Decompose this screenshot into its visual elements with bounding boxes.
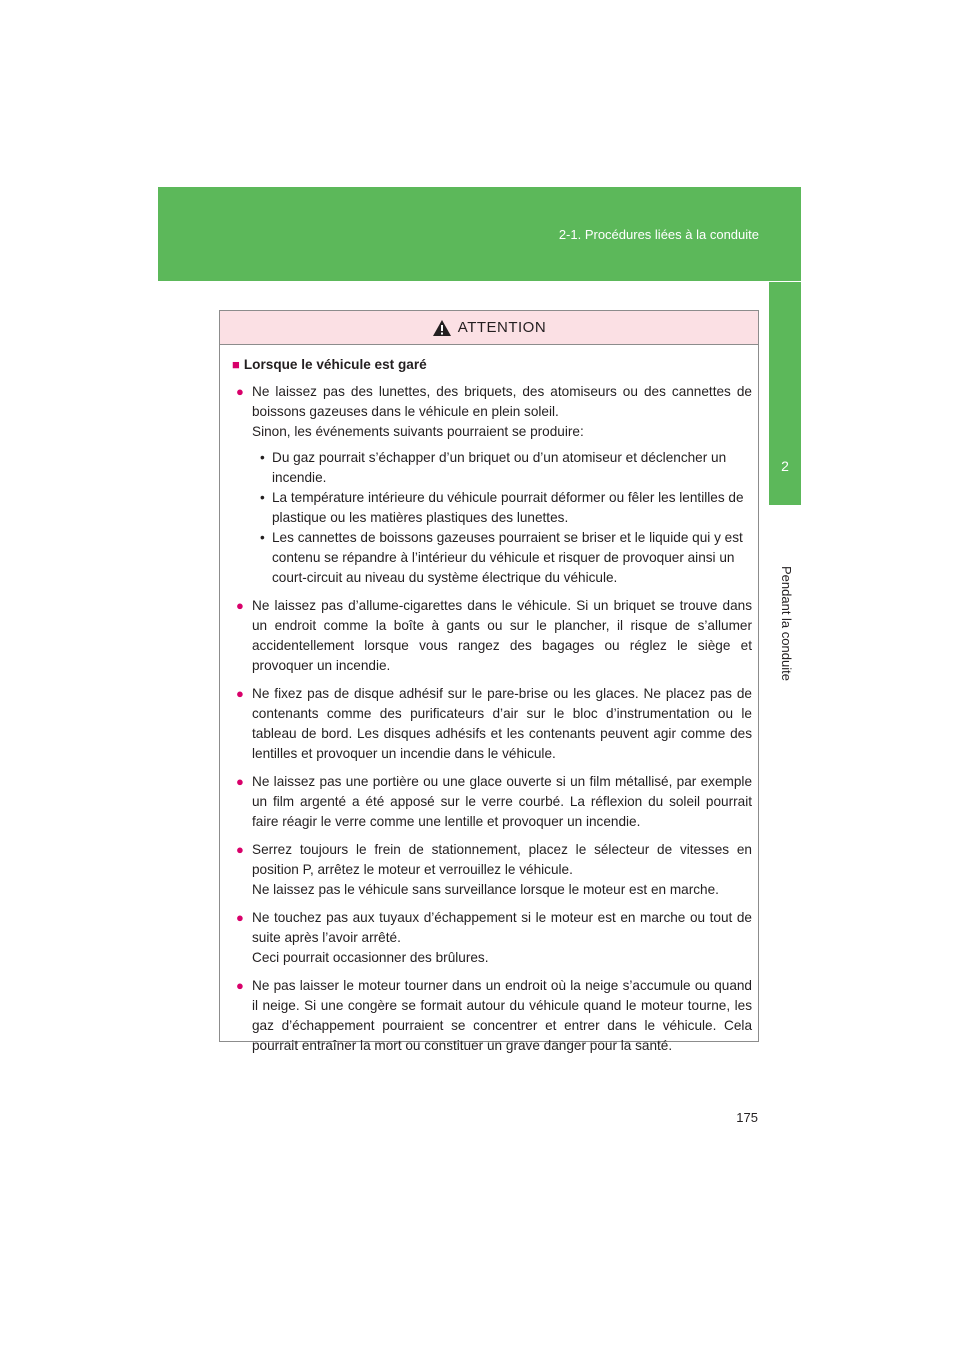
section-heading-text: Lorsque le véhicule est garé: [243, 357, 427, 372]
bullet-icon: ●: [236, 978, 244, 993]
list-item: [232, 976, 752, 1056]
warning-body: [220, 345, 758, 1056]
list-item: [232, 772, 752, 832]
header-band: [158, 187, 801, 281]
chapter-label: Pendant la conduite: [779, 566, 794, 681]
list-item: [232, 840, 752, 900]
bullet-icon: ●: [236, 686, 244, 701]
sub-item: [252, 488, 752, 528]
section-header-title: 2-1. Procédures liées à la conduite: [558, 227, 759, 242]
list-item: [232, 908, 752, 968]
bullet-icon: ●: [236, 842, 244, 857]
item-text-continued: Sinon, les événements suivants pourraient se produire:: [252, 424, 584, 439]
list-item: [232, 684, 752, 764]
item-text: Ne touchez pas aux tuyaux d’échappement si le moteur est en marche ou tout de suite après l’avoir arrêté.: [252, 910, 752, 945]
sub-list: [252, 448, 752, 588]
warning-triangle-icon: [432, 319, 452, 337]
item-text: Ne fixez pas de disque adhésif sur le pare-brise ou les glaces. Ne placez pas de contenants comme des purificateurs d’air sur le bloc d’instrumentation ou le tableau de bord. Les disques adhésifs et les contenants peuvent agir comme des lentilles et provoquer un incendie dans le véhicule.: [252, 686, 752, 761]
item-text: Ne laissez pas une portière ou une glace ouverte si un film métallisé, par exemple un film argenté a été apposé sur le verre courbé. La réflexion du soleil pourrait faire réagir le verre comme une lentille et provoquer un incendie.: [252, 774, 752, 829]
page-number: 175: [736, 1110, 758, 1125]
chapter-tab: [769, 282, 801, 505]
warning-box: [219, 310, 759, 1053]
square-bullet-icon: ■: [232, 357, 240, 372]
sub-item-text: Les cannettes de boissons gazeuses pourraient se briser et le liquide qui y est contenu se répandre à l’intérieur du véhicule et risquer de provoquer ainsi un court-circuit au niveau du système électrique du véhicule.: [272, 530, 743, 585]
chapter-number: 2: [781, 458, 789, 474]
warning-header: [220, 311, 758, 345]
bullet-icon: ●: [236, 598, 244, 613]
warning-title: ATTENTION: [457, 319, 547, 336]
item-text: Ne laissez pas d’allume-cigarettes dans le véhicule. Si un briquet se trouve dans un endroit comme la boîte à gants ou sur le plancher, il risque de s’allumer accidentellement lorsque vous rangez des bagages ou réglez le siège et provoquer un incendie.: [252, 598, 752, 673]
sub-item: [252, 448, 752, 488]
bullet-icon: ●: [236, 910, 244, 925]
item-text-continued: Ceci pourrait occasionner des brûlures.: [252, 950, 489, 965]
sub-item-text: La température intérieure du véhicule pourrait déformer ou fêler les lentilles de plastique ou les matières plastiques des lunettes.: [272, 490, 744, 525]
sub-bullet-icon: •: [260, 450, 265, 465]
sub-item-text: Du gaz pourrait s’échapper d’un briquet ou d’un atomiseur et déclencher un incendie.: [272, 450, 727, 485]
bullet-icon: ●: [236, 774, 244, 789]
item-text: Ne laissez pas des lunettes, des briquets, des atomiseurs ou des cannettes de boissons gazeuses dans le véhicule en plein soleil.: [252, 384, 752, 419]
bullet-icon: ●: [236, 384, 244, 399]
list-item: [232, 382, 752, 588]
sub-item: [252, 528, 752, 588]
item-text: Serrez toujours le frein de stationnement, placez le sélecteur de vitesses en position P, arrêtez le moteur et verrouillez le véhicule.: [252, 842, 752, 877]
section-heading: [232, 355, 752, 375]
list-item: [232, 596, 752, 676]
sub-bullet-icon: •: [260, 530, 265, 545]
item-text: Ne pas laisser le moteur tourner dans un endroit où la neige s’accumule ou quand il neige. Si une congère se formait autour du véhicule quand le moteur tourne, les gaz d’échappement pourraient se concentrer et entrer dans le véhicule. Cela pourrait entraîner la mort ou constituer un grave danger pour la santé.: [252, 978, 752, 1053]
sub-bullet-icon: •: [260, 490, 265, 505]
item-text-continued: Ne laissez pas le véhicule sans surveillance lorsque le moteur est en marche.: [252, 882, 719, 897]
